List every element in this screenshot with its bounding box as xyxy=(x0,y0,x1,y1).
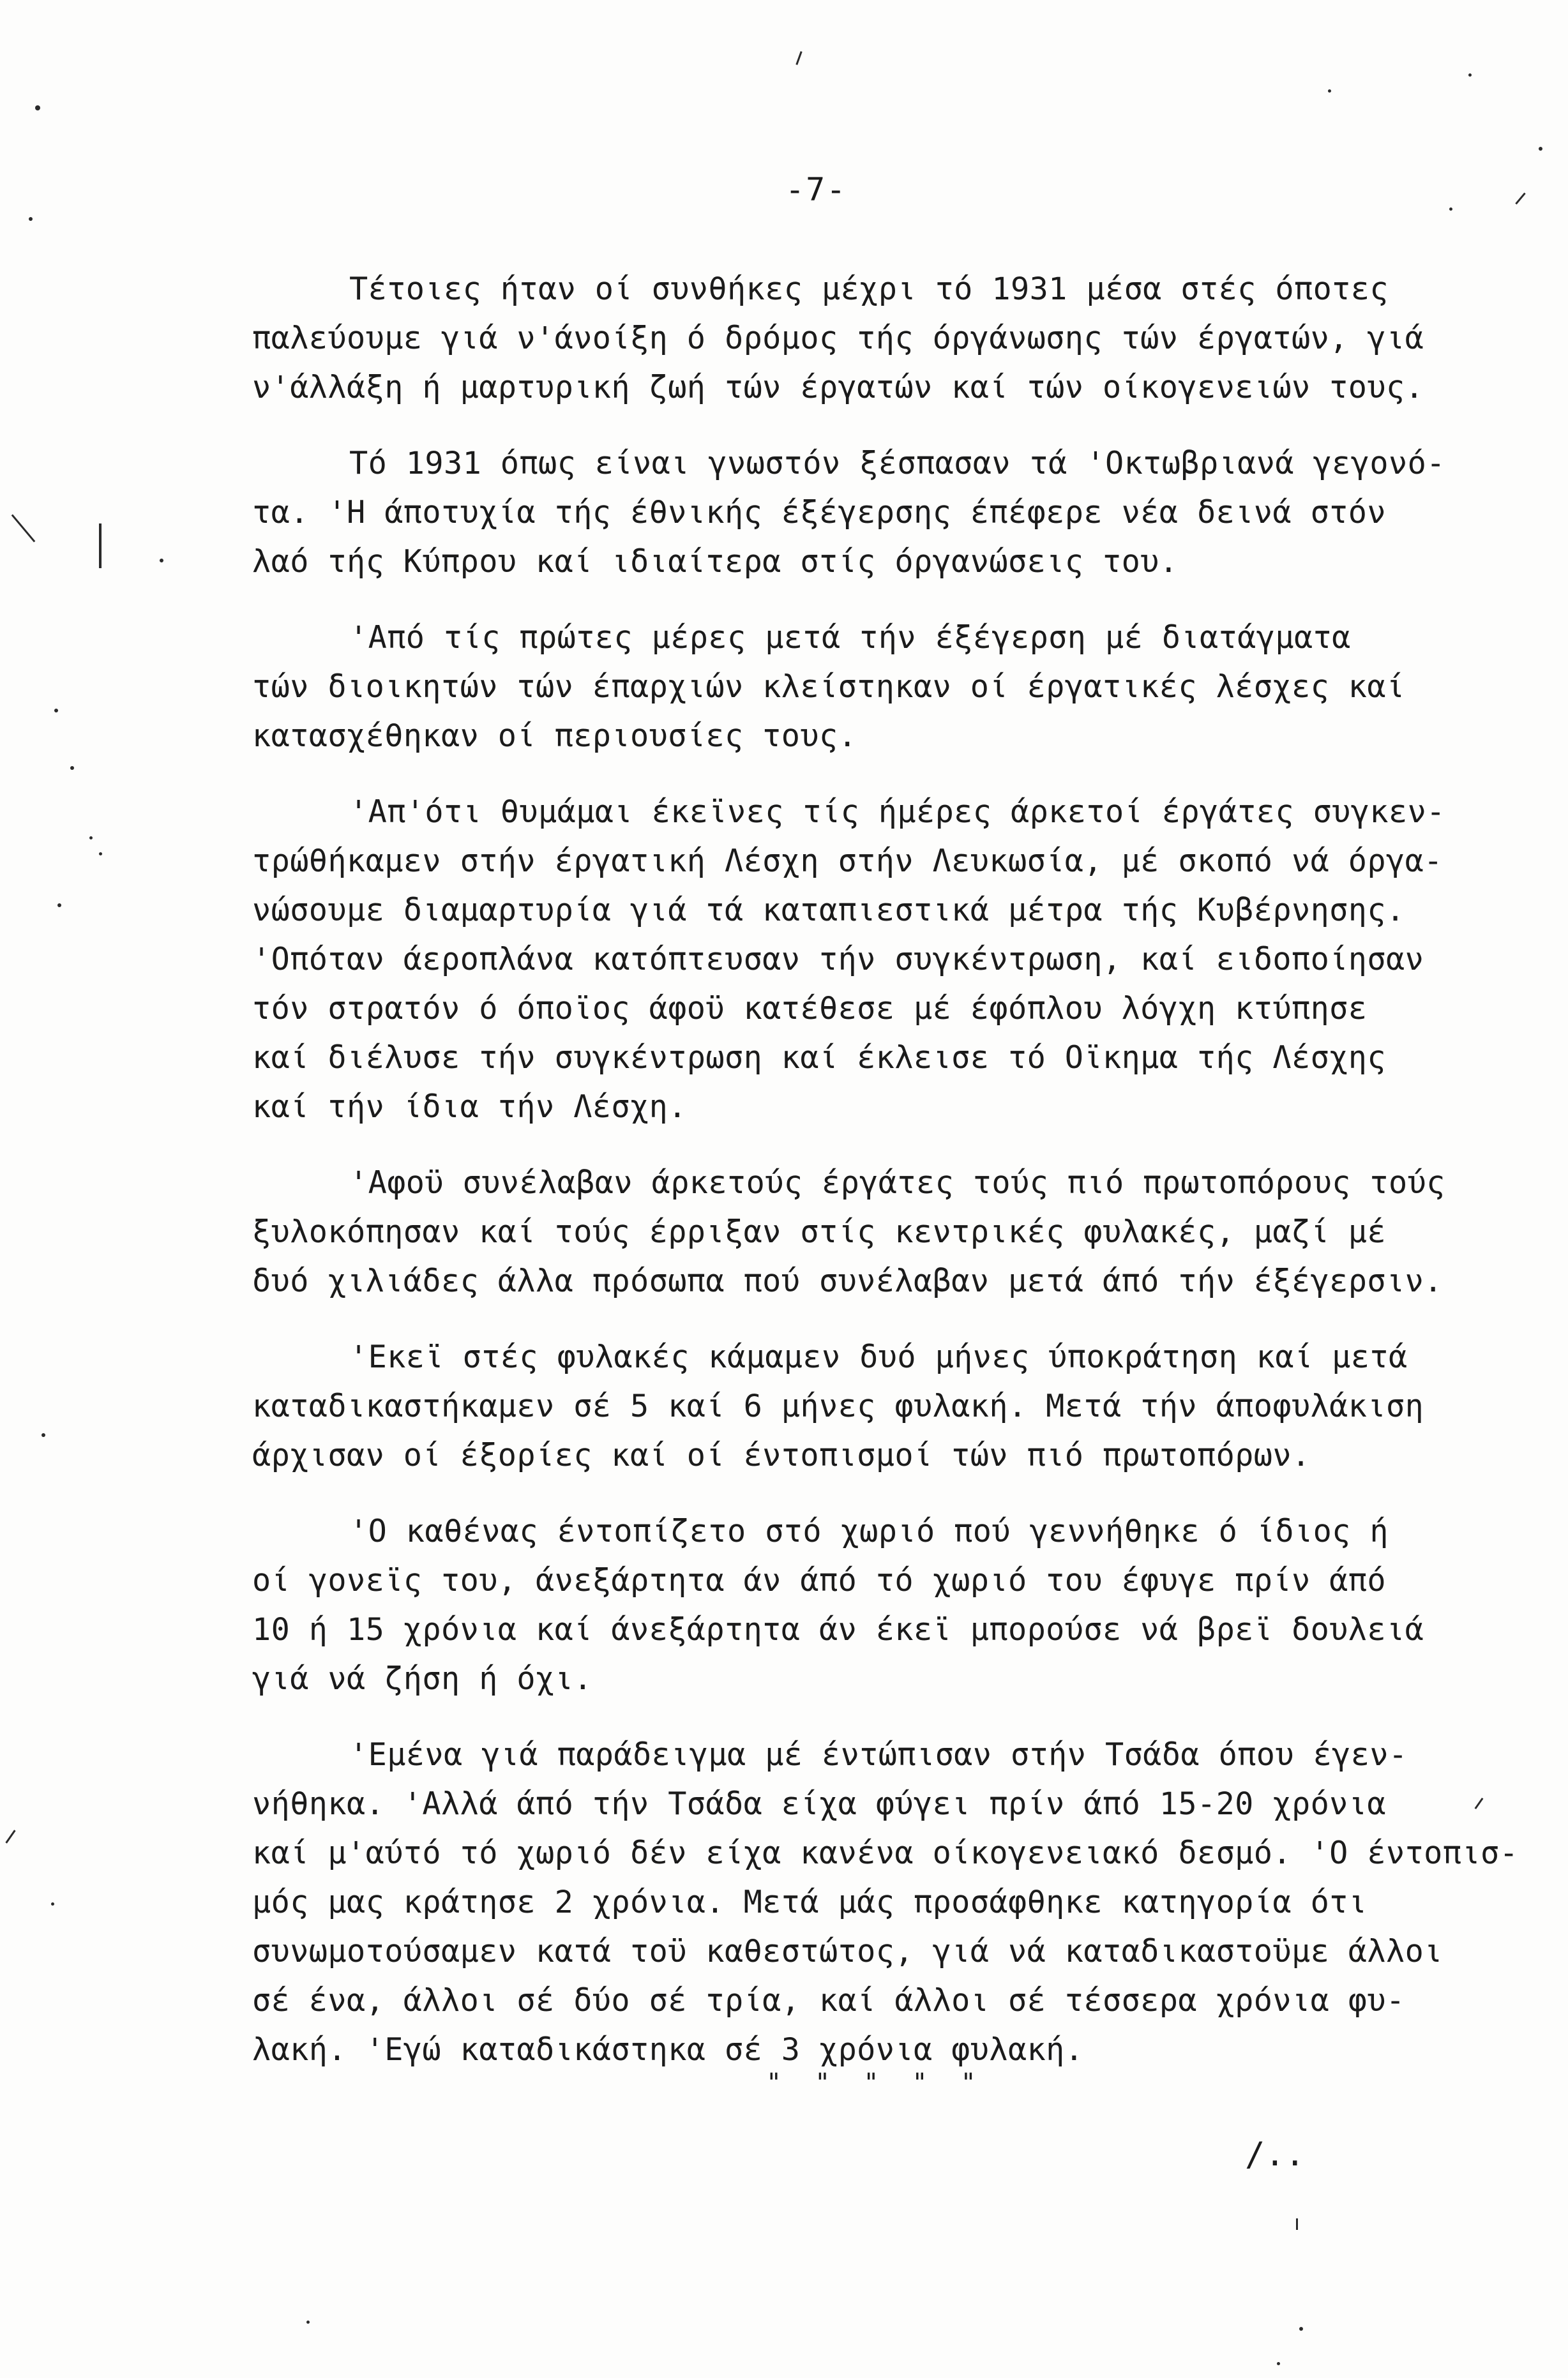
body-text xyxy=(252,265,1519,2121)
text-line: μός μας κράτησε 2 χρόνια. Μετά μάς προσάφθηκε κατηγορία ότι xyxy=(252,1885,1368,1920)
scan-speck xyxy=(1299,2327,1303,2331)
paragraph xyxy=(252,439,1504,587)
text-line: 'Απ'ότι θυμάμαι έκεϊνες τίς ήμέρες άρκετοί έργάτες συγκεν- xyxy=(349,794,1445,830)
stray-mark xyxy=(11,514,36,542)
text-line: καί τήν ίδια τήν Λέσχη. xyxy=(252,1089,687,1125)
text-line: 'Εκεϊ στές φυλακές κάμαμεν δυό μήνες ύποκράτηση καί μετά xyxy=(349,1339,1408,1375)
text-line: νώσουμε διαμαρτυρία γιά τά καταπιεστικά μέτρα τής Κυβέρνησης. xyxy=(252,892,1405,928)
stray-mark xyxy=(99,523,102,568)
text-line: λακή. 'Εγώ καταδικάστηκα σέ 3 χρόνια φυλακή. xyxy=(252,2032,1084,2068)
text-line: οί γονεϊς του, άνεξάρτητα άν άπό τό χωριό του έφυγε πρίν άπό xyxy=(252,1563,1386,1599)
text-line: 'Από τίς πρώτες μέρες μετά τήν έξέγερση μέ διατάγματα xyxy=(349,620,1351,656)
text-line: 'Οπόταν άεροπλάνα κατόπτευσαν τήν συγκέντρωση, καί ειδοποίησαν xyxy=(252,942,1424,977)
paragraph xyxy=(252,1507,1504,1704)
text-line: τα. 'Η άποτυχία τής έθνικής έξέγερσης έπέφερε νέα δεινά στόν xyxy=(252,495,1386,531)
scan-speck xyxy=(160,559,163,562)
text-line: 'Ο καθένας έντοπίζετο στό χωριό πού γεννήθηκε ό ίδιος ή xyxy=(349,1514,1389,1549)
scan-speck xyxy=(1468,73,1472,77)
paragraph xyxy=(252,1731,1519,2075)
text-line: 'Αφοϋ συνέλαβαν άρκετούς έργάτες τούς πιό πρωτοπόρους τούς xyxy=(349,1165,1445,1201)
paragraph xyxy=(252,1159,1504,1306)
text-line: κατασχέθηκαν οί περιουσίες τους. xyxy=(252,718,857,754)
text-line: λαό τής Κύπρου καί ιδιαίτερα στίς όργανώσεις του. xyxy=(252,544,1179,580)
text-line: νήθηκα. 'Αλλά άπό τήν Τσάδα είχα φύγει πρίν άπό 15-20 χρόνια xyxy=(252,1786,1386,1822)
stray-mark xyxy=(5,1830,15,1843)
paragraph xyxy=(252,613,1504,761)
text-line: Τέτοιες ήταν οί συνθήκες μέχρι τό 1931 μέσα στές όποτες xyxy=(349,271,1389,307)
scan-speck xyxy=(57,903,61,907)
scan-speck xyxy=(1539,147,1542,151)
text-line: 10 ή 15 χρόνια καί άνεξάρτητα άν έκεϊ μπορούσε νά βρεϊ δουλειά xyxy=(252,1612,1424,1648)
text-line: δυό χιλιάδες άλλα πρόσωπα πού συνέλαβαν μετά άπό τήν έξέγερσιν. xyxy=(252,1263,1443,1299)
text-line: ν'άλλάξη ή μαρτυρική ζωή τών έργατών καί τών οίκογενειών τους. xyxy=(252,370,1424,405)
stray-mark xyxy=(1296,2218,1298,2230)
text-line: τών διοικητών τών έπαρχιών κλείστηκαν οί έργατικές λέσχες καί xyxy=(252,669,1405,705)
stray-mark xyxy=(795,51,802,65)
scan-speck xyxy=(1277,2362,1280,2365)
scan-speck xyxy=(99,852,102,855)
scan-speck xyxy=(41,1433,45,1437)
scan-speck xyxy=(54,709,58,712)
text-line: καί διέλυσε τήν συγκέντρωση καί έκλεισε τό Οϊκημα τής Λέσχης xyxy=(252,1040,1386,1076)
scan-speck xyxy=(35,105,40,110)
text-line: άρχισαν οί έξορίες καί οί έντοπισμοί τών πιό πρωτοπόρων. xyxy=(252,1438,1311,1473)
text-line: καταδικαστήκαμεν σέ 5 καί 6 μήνες φυλακή. Μετά τήν άποφυλάκιση xyxy=(252,1388,1424,1424)
section-separator: " " " " " xyxy=(766,2068,985,2098)
stray-mark xyxy=(1515,193,1525,205)
scan-speck xyxy=(1449,207,1452,211)
text-line: τόν στρατόν ό όποϊος άφοϋ κατέθεσε μέ έφόπλου λόγχη κτύπησε xyxy=(252,991,1368,1027)
text-line: Τό 1931 όπως είναι γνωστόν ξέσπασαν τά 'Οκτωβριανά γεγονό- xyxy=(349,446,1445,481)
text-line: παλεύουμε γιά ν'άνοίξη ό δρόμος τής όργάνωσης τών έργατών, γιά xyxy=(252,320,1424,356)
scan-speck xyxy=(1328,89,1331,93)
scan-speck xyxy=(70,766,74,770)
scan-speck xyxy=(306,2321,310,2324)
paragraph xyxy=(252,788,1504,1132)
text-line: ξυλοκόπησαν καί τούς έρριξαν στίς κεντρικές φυλακές, μαζί μέ xyxy=(252,1214,1386,1250)
scan-speck xyxy=(89,836,93,839)
paragraph xyxy=(252,1333,1504,1480)
continuation-mark: /.. xyxy=(1245,2135,1305,2174)
text-line: σέ ένα, άλλοι σέ δύο σέ τρία, καί άλλοι σέ τέσσερα χρόνια φυ- xyxy=(252,1983,1405,2019)
text-line: συνωμοτούσαμεν κατά τοϋ καθεστώτος, γιά νά καταδικαστοϋμε άλλοι xyxy=(252,1934,1443,1969)
scan-speck xyxy=(29,217,33,221)
text-line: καί μ'αύτό τό χωριό δέν είχα κανένα οίκογενειακό δεσμό. 'Ο έντοπισ- xyxy=(252,1835,1519,1871)
text-line: γιά νά ζήση ή όχι. xyxy=(252,1661,592,1697)
paragraph xyxy=(252,265,1504,412)
text-line: 'Εμένα γιά παράδειγμα μέ έντώπισαν στήν Τσάδα όπου έγεν- xyxy=(349,1737,1408,1773)
scan-speck xyxy=(51,1902,54,1906)
text-line: τρώθήκαμεν στήν έργατική Λέσχη στήν Λευκωσία, μέ σκοπό νά όργα- xyxy=(252,843,1443,879)
page-number: -7- xyxy=(785,171,847,208)
